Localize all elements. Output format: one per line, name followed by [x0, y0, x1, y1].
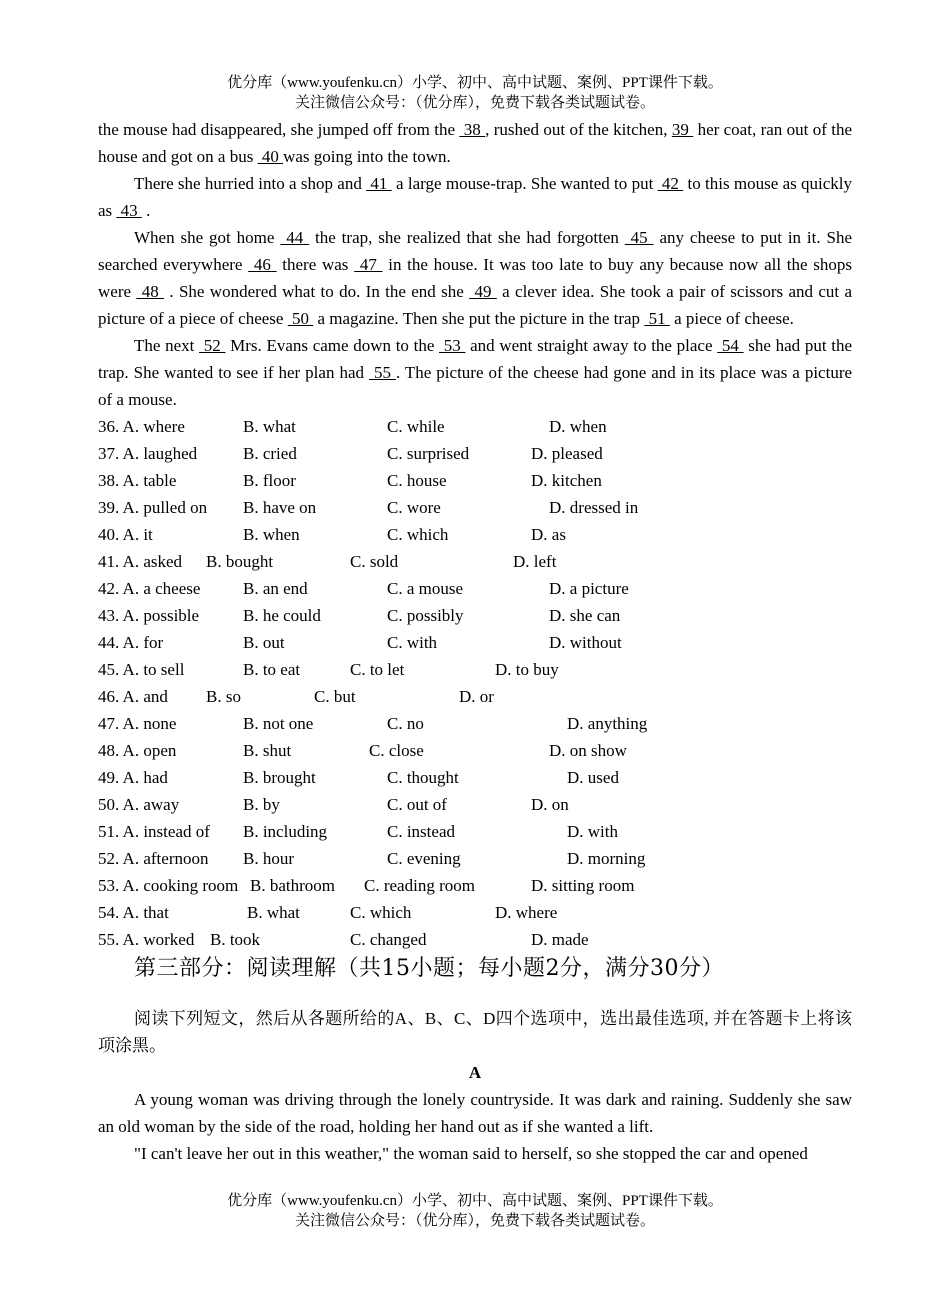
- option-c: C. house: [387, 471, 447, 490]
- option-row-39: [98, 494, 852, 521]
- option-a: 47. A. none: [98, 714, 177, 733]
- option-d: D. on: [531, 795, 569, 814]
- cloze-text: When she got home: [134, 228, 281, 247]
- option-row-54: [98, 899, 852, 926]
- option-c: C. which: [350, 903, 412, 922]
- option-d: D. on show: [549, 741, 627, 760]
- option-d: D. as: [531, 525, 566, 544]
- option-row-50: [98, 791, 852, 818]
- cloze-blank-49: 49: [469, 282, 497, 301]
- cloze-blank-54: 54: [717, 336, 744, 355]
- option-d: D. left: [513, 552, 557, 571]
- cloze-blank-42: 42: [657, 174, 684, 193]
- option-row-38: [98, 467, 852, 494]
- cloze-text: and went straight away to the place: [465, 336, 718, 355]
- option-b: B. not one: [243, 714, 314, 733]
- option-d: D. kitchen: [531, 471, 602, 490]
- option-b: B. have on: [243, 498, 317, 517]
- option-b: B. so: [206, 687, 241, 706]
- option-c: C. but: [314, 687, 356, 706]
- option-d: D. morning: [567, 849, 646, 868]
- cloze-paragraph-1: [98, 116, 852, 170]
- header-line-1: 优分库（www.youfenku.cn）小学、初中、高中试题、案例、PPT课件下载。: [227, 75, 723, 91]
- cloze-text: to this mouse as quickly as: [98, 174, 853, 220]
- option-d: D. where: [495, 903, 558, 922]
- cloze-blank-41: 41: [366, 174, 392, 193]
- cloze-text: a magazine. Then she put the picture in the trap: [313, 309, 645, 328]
- option-c: C. close: [369, 741, 424, 760]
- cloze-text: The next: [134, 336, 200, 355]
- option-b: B. brought: [243, 768, 316, 787]
- option-row-51: [98, 818, 852, 845]
- option-b: B. by: [243, 795, 280, 814]
- passage-a-title: A: [468, 1063, 482, 1082]
- option-a: 52. A. afternoon: [98, 849, 209, 868]
- option-a: 40. A. it: [98, 525, 153, 544]
- section-spacer: [98, 984, 852, 1005]
- passage-a-paragraph-2: "I can't leave her out in this weather," the woman said to herself, so she stopped the car and opened: [134, 1144, 808, 1163]
- option-b: B. an end: [243, 579, 308, 598]
- cloze-blank-45: 45: [624, 228, 654, 247]
- option-b: B. out: [243, 633, 285, 652]
- options-list: [98, 413, 852, 953]
- cloze-blank-51: 51: [644, 309, 670, 328]
- cloze-text: there was: [276, 255, 355, 274]
- option-c: C. reading room: [364, 876, 475, 895]
- option-c: C. instead: [387, 822, 455, 841]
- cloze-paragraph-2: [98, 170, 852, 224]
- option-d: D. to buy: [495, 660, 559, 679]
- passage-a-paragraph-1: A young woman was driving through the lonely countryside. It was dark and raining. Suddenly she saw an old woman by the side of the road, holding her hand out as if she wanted a lift.: [98, 1090, 852, 1136]
- footer-line-2: 关注微信公众号：（优分库），免费下载各类试题试卷。: [294, 1213, 655, 1229]
- option-c: C. thought: [387, 768, 459, 787]
- option-d: D. a picture: [549, 579, 629, 598]
- option-c: C. while: [387, 417, 445, 436]
- cloze-blank-46: 46: [248, 255, 277, 274]
- option-c: C. a mouse: [387, 579, 464, 598]
- option-d: D. when: [549, 417, 607, 436]
- option-d: D. she can: [549, 606, 621, 625]
- cloze-text: the mouse had disappeared, she jumped off from the: [98, 120, 460, 139]
- option-b: B. he could: [243, 606, 321, 625]
- cloze-blank-47: 47: [354, 255, 383, 274]
- option-d: D. with: [567, 822, 618, 841]
- cloze-text: her coat, ran out of the house and got on a bus: [98, 120, 853, 166]
- option-row-41: [98, 548, 852, 575]
- option-a: 38. A. table: [98, 471, 177, 490]
- option-row-49: [98, 764, 852, 791]
- option-row-36: [98, 413, 852, 440]
- option-row-47: [98, 710, 852, 737]
- option-c: C. with: [387, 633, 438, 652]
- option-a: 51. A. instead of: [98, 822, 210, 841]
- option-b: B. to eat: [243, 660, 301, 679]
- section-3-title: 第三部分：阅读理解（共15小题；每小题2分，满分30分）: [134, 956, 724, 981]
- option-c: C. possibly: [387, 606, 464, 625]
- option-a: 39. A. pulled on: [98, 498, 208, 517]
- cloze-blank-53: 53: [439, 336, 466, 355]
- cloze-text: . She wondered what to do. In the end she: [164, 282, 470, 301]
- cloze-paragraph-4: [98, 332, 852, 413]
- option-d: D. anything: [567, 714, 648, 733]
- option-a: 45. A. to sell: [98, 660, 185, 679]
- option-b: B. took: [210, 930, 261, 949]
- option-row-45: [98, 656, 852, 683]
- option-b: B. when: [243, 525, 300, 544]
- option-row-55: [98, 926, 852, 953]
- cloze-blank-38: 38: [459, 120, 486, 139]
- option-d: D. without: [549, 633, 622, 652]
- cloze-blank-40: 40: [257, 147, 284, 166]
- option-a: 44. A. for: [98, 633, 164, 652]
- option-b: B. what: [243, 417, 296, 436]
- cloze-blank-39: 39: [671, 120, 694, 139]
- footer-line-1: 优分库（www.youfenku.cn）小学、初中、高中试题、案例、PPT课件下载。: [227, 1193, 723, 1209]
- option-d: D. dressed in: [549, 498, 639, 517]
- option-a: 54. A. that: [98, 903, 169, 922]
- cloze-text: a piece of cheese.: [669, 309, 794, 328]
- cloze-text: a clever idea. She took a pair of scissors and cut a picture of a piece of cheese: [98, 282, 853, 328]
- option-c: C. no: [387, 714, 424, 733]
- cloze-text: the trap, she realized that she had forgotten: [309, 228, 625, 247]
- option-row-52: [98, 845, 852, 872]
- option-c: C. which: [387, 525, 449, 544]
- option-b: B. including: [243, 822, 328, 841]
- option-row-43: [98, 602, 852, 629]
- option-a: 43. A. possible: [98, 606, 200, 625]
- cloze-text: she had put the trap. She wanted to see if her plan had: [98, 336, 853, 382]
- option-d: D. sitting room: [531, 876, 635, 895]
- option-a: 41. A. asked: [98, 552, 183, 571]
- option-row-48: [98, 737, 852, 764]
- option-b: B. shut: [243, 741, 292, 760]
- cloze-text: , rushed out of the kitchen,: [485, 120, 672, 139]
- cloze-text: . The picture of the cheese had gone and in its place was a picture of a mouse.: [98, 363, 853, 409]
- cloze-blank-43: 43: [116, 201, 142, 220]
- option-c: C. sold: [350, 552, 399, 571]
- cloze-blank-44: 44: [280, 228, 310, 247]
- option-a: 53. A. cooking room: [98, 876, 239, 895]
- option-row-42: [98, 575, 852, 602]
- option-row-53: [98, 872, 852, 899]
- option-b: B. bought: [206, 552, 274, 571]
- option-a: 49. A. had: [98, 768, 168, 787]
- option-a: 37. A. laughed: [98, 444, 198, 463]
- header-line-2: 关注微信公众号：（优分库），免费下载各类试题试卷。: [294, 95, 655, 111]
- cloze-blank-50: 50: [287, 309, 314, 328]
- option-a: 55. A. worked: [98, 930, 195, 949]
- cloze-paragraph-3: [98, 224, 852, 332]
- option-row-37: [98, 440, 852, 467]
- section-3-instruction: 阅读下列短文，然后从各题所给的A、B、C、D四个选项中，选出最佳选项, 并在答题卡上将该项涂黑。: [98, 1009, 852, 1055]
- cloze-blank-52: 52: [199, 336, 226, 355]
- option-row-46: [98, 683, 852, 710]
- option-d: D. pleased: [531, 444, 603, 463]
- option-a: 46. A. and: [98, 687, 168, 706]
- option-b: B. floor: [243, 471, 296, 490]
- cloze-text: .: [141, 201, 151, 220]
- option-c: C. wore: [387, 498, 441, 517]
- option-b: B. hour: [243, 849, 294, 868]
- option-d: D. used: [567, 768, 619, 787]
- option-row-44: [98, 629, 852, 656]
- option-d: D. or: [459, 687, 494, 706]
- option-row-40: [98, 521, 852, 548]
- option-b: B. bathroom: [250, 876, 335, 895]
- option-a: 36. A. where: [98, 417, 185, 436]
- option-a: 48. A. open: [98, 741, 177, 760]
- cloze-blank-48: 48: [136, 282, 165, 301]
- option-a: 42. A. a cheese: [98, 579, 201, 598]
- cloze-text: any cheese to put in it. She searched everywhere: [98, 228, 853, 274]
- option-c: C. out of: [387, 795, 447, 814]
- option-b: B. what: [247, 903, 300, 922]
- option-c: C. surprised: [387, 444, 470, 463]
- cloze-text: was going into the town.: [283, 147, 451, 166]
- cloze-blank-55: 55: [368, 363, 396, 382]
- option-a: 50. A. away: [98, 795, 180, 814]
- cloze-text: Mrs. Evans came down to the: [225, 336, 440, 355]
- option-d: D. made: [531, 930, 589, 949]
- cloze-text: There she hurried into a shop and: [134, 174, 367, 193]
- cloze-text: in the house. It was too late to buy any because now all the shops were: [98, 255, 852, 301]
- option-b: B. cried: [243, 444, 297, 463]
- option-c: C. changed: [350, 930, 427, 949]
- page-content: [98, 116, 852, 1167]
- option-c: C. to let: [350, 660, 405, 679]
- cloze-text: a large mouse-trap. She wanted to put: [391, 174, 658, 193]
- option-c: C. evening: [387, 849, 461, 868]
